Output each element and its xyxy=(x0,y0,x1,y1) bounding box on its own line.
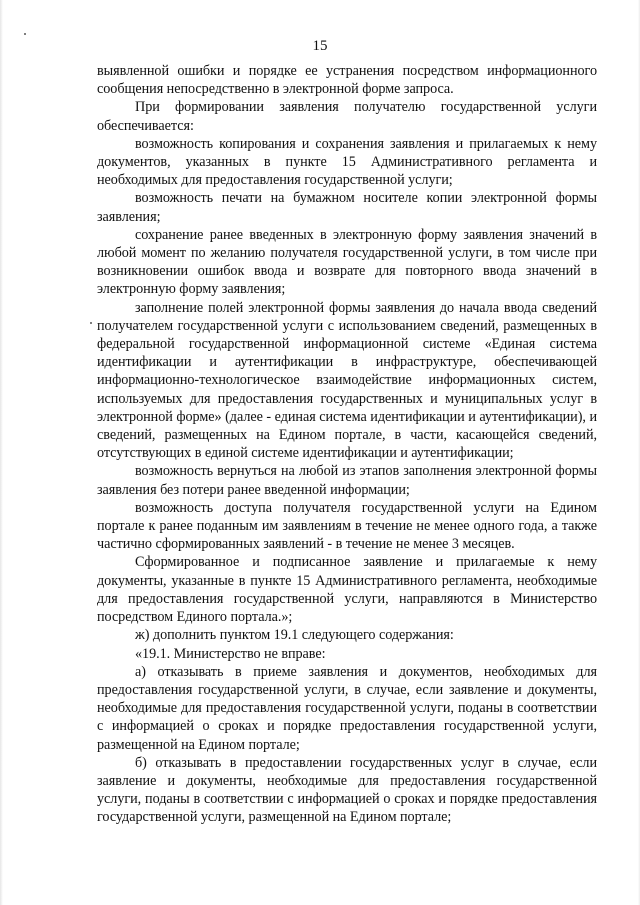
paragraph-return-step: возможность вернуться на любой из этапов заполнения электронной формы заявления без потери ранее введенной информации; xyxy=(97,463,597,498)
page-number: 15 xyxy=(312,38,328,54)
paragraph-autofill: заполнение полей электронной формы заявления до начала ввода сведений получателем государственной услуги с использованием сведений, размещенных в федеральной государственной информационной системе «Единая система идентификации и аутентификации в инфраструктуре, обеспечивающей информационно-технологическое взаимодействие информационных систем, используемых для предоставления государственных и муниципальных услуг в электронной форме» (далее - единая система идентификации и аутентификации), и сведений, размещенных на Едином портале, в части, касающейся сведений, отсутствующих в единой системе идентификации и аутентификации; xyxy=(97,299,597,462)
paragraph-19-1-heading: «19.1. Министерство не вправе: xyxy=(135,645,326,662)
scan-speck xyxy=(24,33,26,35)
document-body xyxy=(97,62,597,827)
paragraph-access: возможность доступа получателя государственной услуги на Едином портале к ранее поданным им заявлениям в течение не менее одного года, а также частично сформированных заявлений - в течение не менее 3 месяцев. xyxy=(97,499,597,553)
scan-left-edge xyxy=(0,0,3,905)
paragraph-submission: Сформированное и подписанное заявление и прилагаемые к нему документы, указанные в пункте 15 Административного регламента, необходимые для предоставления государственной услуги, направляются в Министерство посредством Единого портала.»; xyxy=(97,554,597,626)
paragraph-intro: При формировании заявления получателю государственной услуги обеспечивается: xyxy=(97,99,597,134)
paragraph-amendment: ж) дополнить пунктом 19.1 следующего содержания: xyxy=(135,627,454,644)
paragraph-copy-save: возможность копирования и сохранения заявления и прилагаемых к нему документов, указанных в пункте 15 Административного регламента и необходимых для предоставления государственной услуги; xyxy=(97,135,597,189)
paragraph-19-1-b: б) отказывать в предоставлении государственных услуг в случае, если заявление и документы, необходимые для предоставления государственной услуги, поданы в соответствии с информацией о сроках и порядке предоставления государственной услуги, размещенной на Едином портале; xyxy=(97,754,597,826)
paragraph-19-1-a: а) отказывать в приеме заявления и документов, необходимых для предоставления государственной услуги, в случае, если заявление и документы, необходимые для предоставления государственной услуги, поданы в соответствии с информацией о сроках и порядке предоставления государственной услуги, размещенной на Едином портале; xyxy=(97,663,597,753)
scan-speck xyxy=(90,322,92,324)
paragraph-print: возможность печати на бумажном носителе копии электронной формы заявления; xyxy=(97,190,597,225)
paragraph-save-values: сохранение ранее введенных в электронную форму заявления значений в любой момент по желанию получателя государственной услуги, в том числе при возникновении ошибок ввода и возврате для повторного ввода значений в электронную форму заявления; xyxy=(97,226,597,298)
paragraph-continuation: выявленной ошибки и порядке ее устранения посредством информационного сообщения непосредственно в электронной форме запроса. xyxy=(97,63,597,98)
